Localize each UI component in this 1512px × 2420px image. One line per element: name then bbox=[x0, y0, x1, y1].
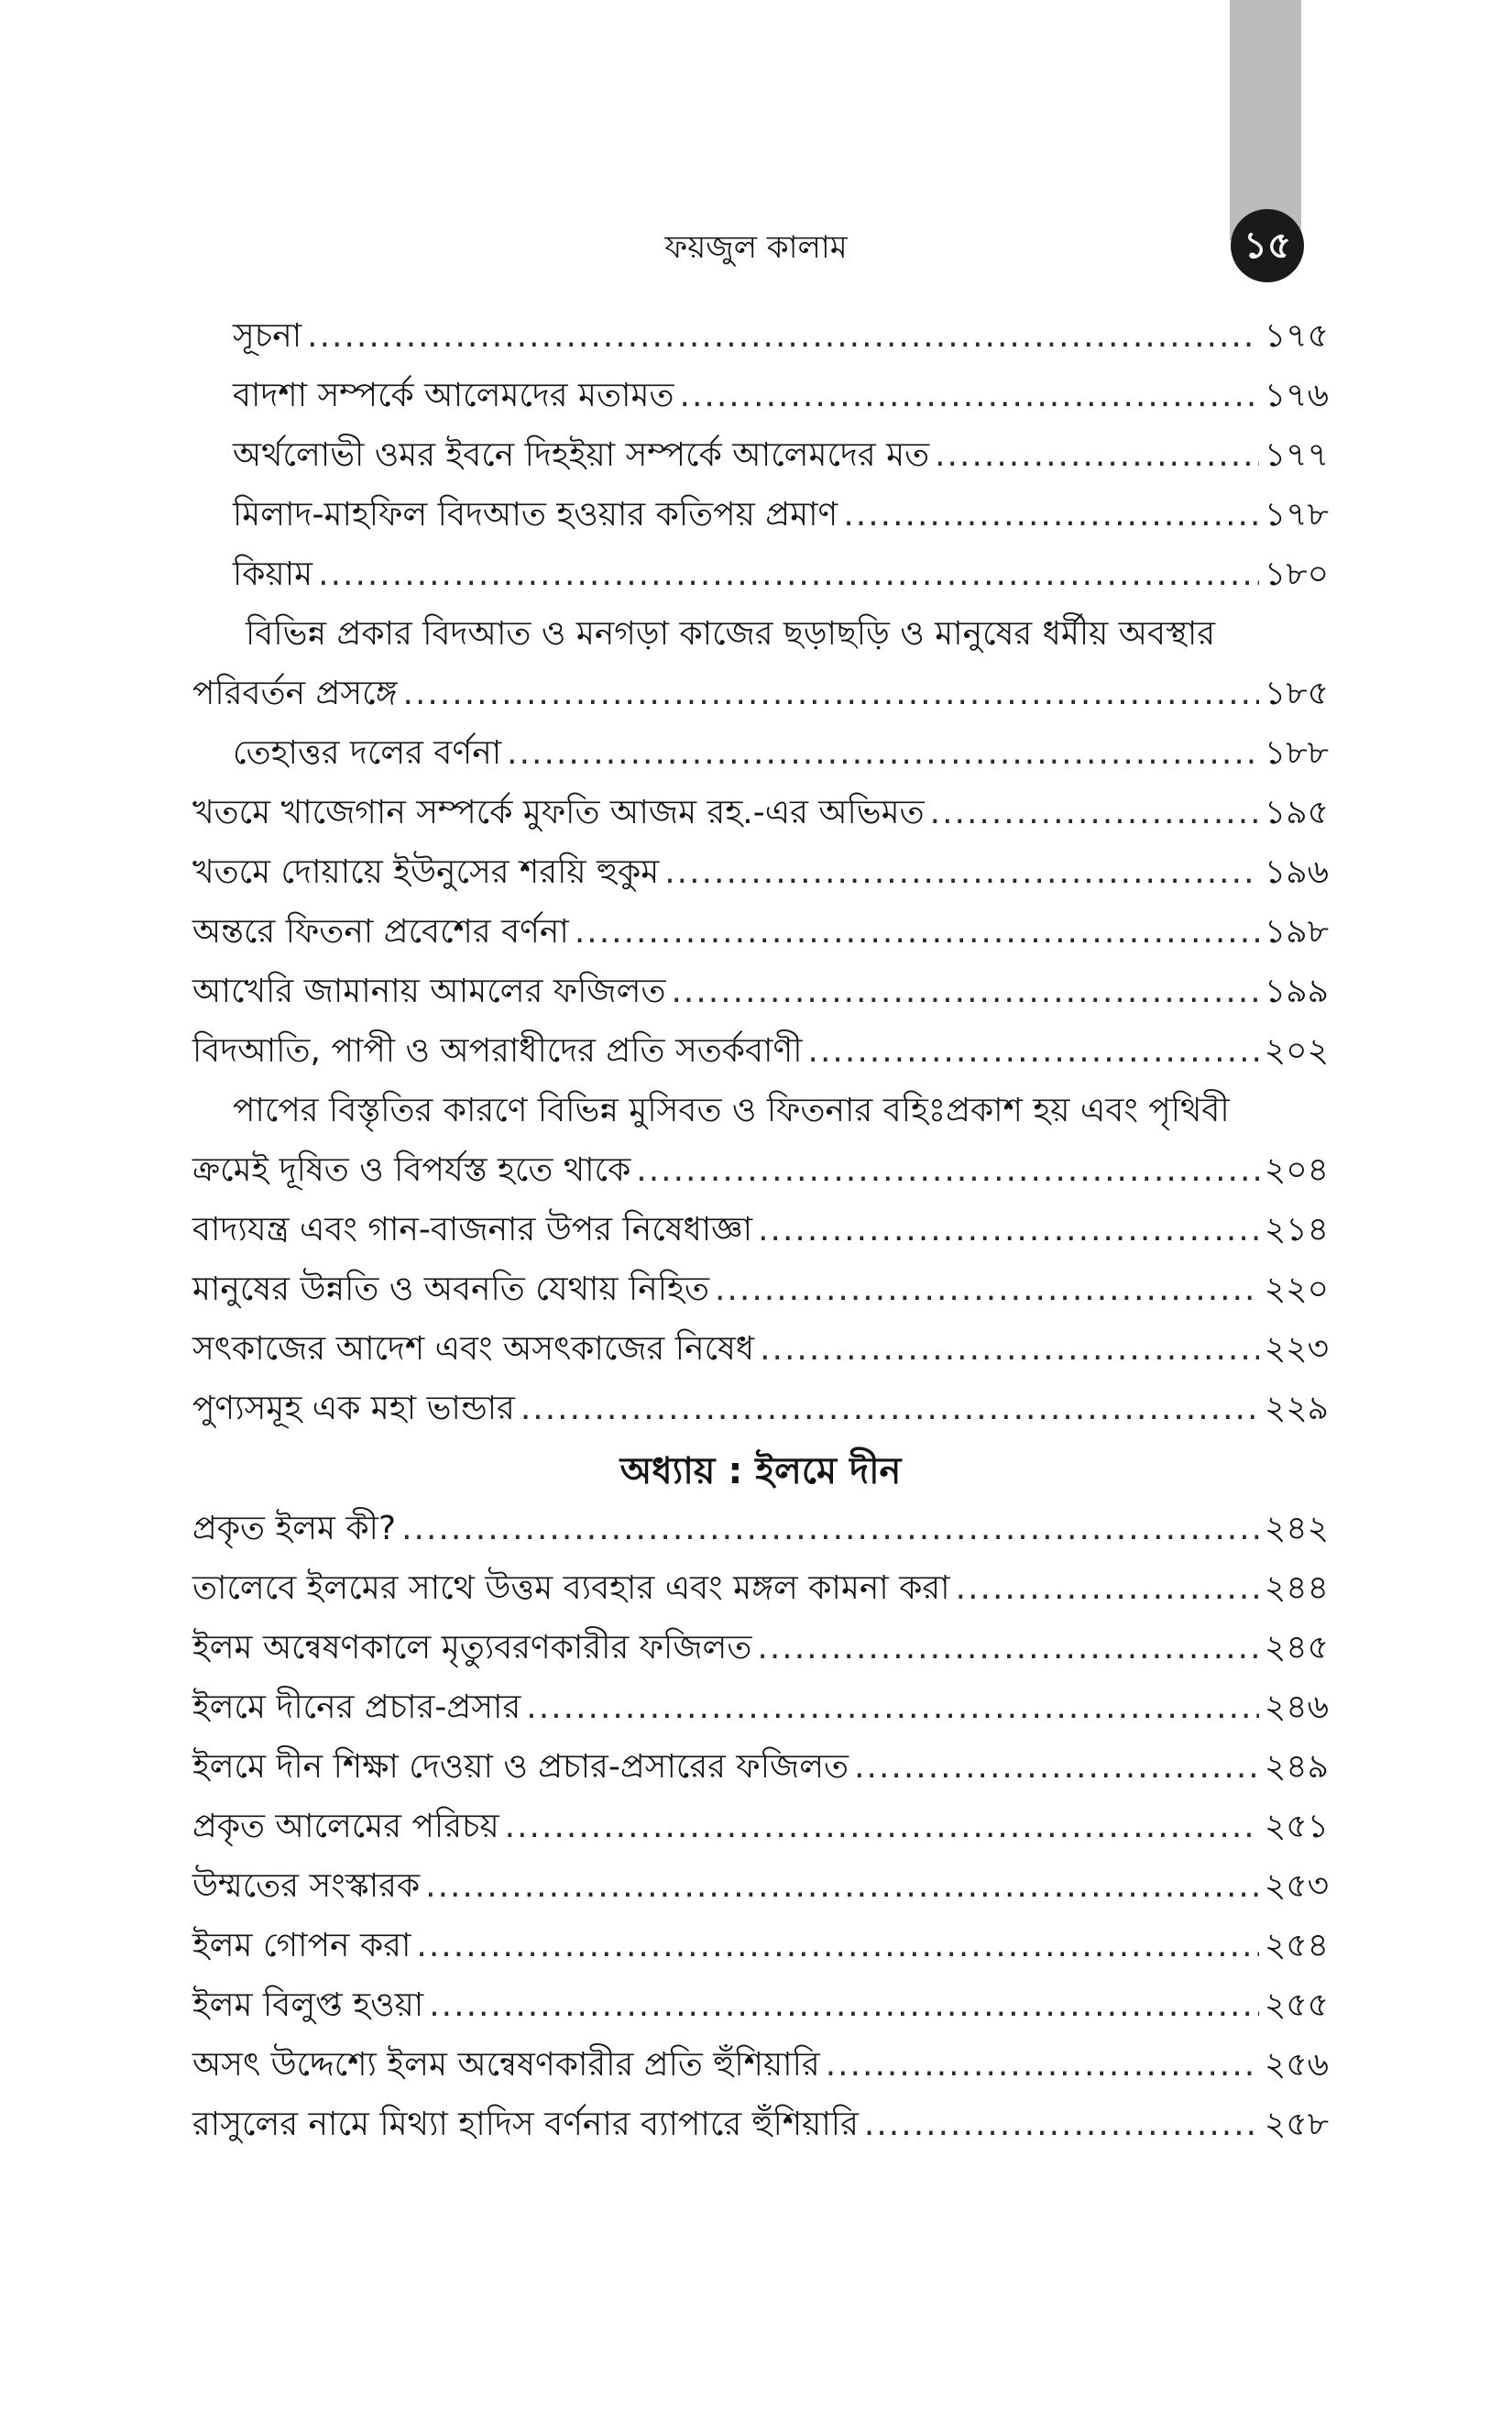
toc-entry bbox=[192, 1031, 1329, 1072]
toc-entry-page: ২৫৮ bbox=[1264, 2106, 1329, 2143]
toc-entry-title: ইলম বিলুপ্ত হওয়া bbox=[192, 1986, 424, 2024]
page-edge-tab bbox=[1230, 0, 1301, 240]
toc-entry-page: ২২৩ bbox=[1264, 1330, 1329, 1368]
toc-entry-page: ১৮৮ bbox=[1264, 734, 1329, 772]
dot-leader bbox=[760, 1329, 1259, 1370]
dot-leader bbox=[757, 1628, 1258, 1668]
toc-entry-title: প্রকৃত আলেমের পরিচয় bbox=[192, 1808, 499, 1845]
toc-entry-title: ইলমে দীন শিক্ষা দেওয়া ও প্রচার-প্রসারের ফজিলত bbox=[192, 1748, 849, 1786]
dot-leader bbox=[425, 1866, 1259, 1907]
dot-leader bbox=[826, 2045, 1259, 2085]
toc-entry bbox=[192, 555, 1329, 595]
dot-leader bbox=[403, 674, 1259, 714]
dot-leader bbox=[956, 1568, 1259, 1609]
toc-entry bbox=[192, 1986, 1329, 2026]
page-number: ১৫ bbox=[1244, 225, 1291, 267]
toc-entry-page: ১৯৮ bbox=[1264, 913, 1329, 951]
toc-entry bbox=[192, 1329, 1329, 1370]
toc-entry bbox=[192, 733, 1329, 774]
toc-entry bbox=[192, 1150, 1329, 1191]
dot-leader bbox=[520, 1389, 1259, 1429]
dot-leader bbox=[318, 555, 1259, 595]
toc-entry bbox=[192, 1628, 1329, 1668]
table-of-contents bbox=[192, 298, 1329, 2164]
dot-leader bbox=[307, 316, 1259, 357]
chapter-heading: অধ্যায় : ইলমে দীন bbox=[619, 1450, 902, 1492]
toc-entry bbox=[192, 1926, 1329, 1966]
toc-entry-page: ১৮০ bbox=[1264, 556, 1329, 593]
dot-leader bbox=[664, 852, 1259, 893]
toc-entry-page: ২৫৬ bbox=[1264, 2046, 1329, 2084]
toc-entry bbox=[192, 972, 1329, 1012]
toc-entry-line1: পাপের বিস্তৃতির কারণে বিভিন্ন মুসিবত ও ফিতনার বহিঃপ্রকাশ হয় এবং পৃথিবী bbox=[233, 1092, 1230, 1129]
toc-entry-page: ২৫৪ bbox=[1264, 1927, 1329, 1964]
toc-entry bbox=[192, 1210, 1329, 1250]
running-title: ফয়জুল কালাম bbox=[664, 229, 848, 266]
toc-entry-title: ইলম গোপন করা bbox=[192, 1927, 411, 1964]
toc-entry bbox=[192, 1807, 1329, 1847]
toc-entry bbox=[192, 912, 1329, 952]
toc-entry-page: ১৭৮ bbox=[1264, 496, 1329, 534]
toc-entry-title: পুণ্যসমূহ এক মহা ভান্ডার bbox=[192, 1390, 515, 1427]
dot-leader bbox=[843, 495, 1259, 535]
toc-entry-title: কিয়াম bbox=[233, 556, 313, 593]
toc-entry-page: ১৮৫ bbox=[1264, 675, 1329, 712]
dot-leader bbox=[507, 733, 1259, 774]
dot-leader bbox=[636, 1150, 1259, 1191]
dot-leader bbox=[680, 376, 1259, 416]
toc-entry bbox=[192, 316, 1329, 357]
toc-entry-title: আখেরি জামানায় আমলের ফজিলত bbox=[192, 973, 666, 1010]
toc-entry bbox=[192, 1568, 1329, 1609]
toc-entry-title: অর্থলোভী ওমর ইবনে দিহইয়া সম্পর্কে আলেমদের মত bbox=[233, 436, 930, 474]
toc-entry-page: ২০২ bbox=[1264, 1032, 1329, 1070]
dot-leader bbox=[401, 1509, 1259, 1549]
toc-entry bbox=[192, 674, 1329, 714]
toc-entry-title: বাদ্যযন্ত্র এবং গান-বাজনার উপর নিষেধাজ্ঞা bbox=[192, 1211, 753, 1248]
toc-entry bbox=[192, 2045, 1329, 2085]
toc-entry-page: ১৭৫ bbox=[1264, 317, 1329, 355]
toc-entry-page: ১৯৫ bbox=[1264, 794, 1329, 831]
toc-entry-title: সৎকাজের আদেশ এবং অসৎকাজের নিষেধ bbox=[192, 1330, 755, 1368]
toc-entry bbox=[192, 495, 1329, 535]
toc-entry-title: অসৎ উদ্দেশ্যে ইলম অন্বেষণকারীর প্রতি হুঁশিয়ারি bbox=[192, 2046, 820, 2084]
dot-leader bbox=[715, 1270, 1259, 1310]
toc-entry bbox=[192, 1509, 1329, 1549]
toc-entry-page: ২২৯ bbox=[1264, 1390, 1329, 1427]
toc-entry bbox=[192, 2105, 1329, 2145]
dot-leader bbox=[575, 912, 1259, 952]
toc-entry-page: ২৪৪ bbox=[1264, 1569, 1329, 1607]
toc-entry bbox=[192, 376, 1329, 416]
dot-leader bbox=[416, 1926, 1258, 1966]
toc-entry-line1: বিভিন্ন প্রকার বিদআত ও মনগড়া কাজের ছড়াছড়ি ও মানুষের ধর্মীয় অবস্থার bbox=[246, 615, 1216, 653]
dot-leader bbox=[526, 1688, 1259, 1728]
toc-entry bbox=[192, 435, 1329, 476]
toc-entry-title: ইলমে দীনের প্রচার-প্রসার bbox=[192, 1688, 521, 1726]
dot-leader bbox=[429, 1986, 1259, 2026]
toc-entry-title: রাসুলের নামে মিথ্যা হাদিস বর্ণনার ব্যাপারে হুঁশিয়ারি bbox=[192, 2106, 859, 2143]
toc-entry-page: ২৫৫ bbox=[1264, 1986, 1329, 2024]
toc-entry-title: পরিবর্তন প্রসঙ্গে bbox=[192, 675, 398, 712]
toc-entry-page: ২৪৯ bbox=[1264, 1748, 1329, 1786]
dot-leader bbox=[808, 1031, 1259, 1072]
toc-entry-page: ২৪২ bbox=[1264, 1510, 1329, 1547]
toc-entry-title: বিদআতি, পাপী ও অপরাধীদের প্রতি সতর্কবাণী bbox=[192, 1032, 803, 1070]
toc-entry-title: ইলম অন্বেষণকালে মৃত্যুবরণকারীর ফজিলত bbox=[192, 1629, 752, 1666]
toc-entry-page: ১৭৭ bbox=[1264, 436, 1329, 474]
toc-entry-title: খতমে খাজেগান সম্পর্কে মুফতি আজম রহ.-এর অভিমত bbox=[192, 794, 925, 831]
toc-entry bbox=[192, 1270, 1329, 1310]
toc-entry-page: ২১৪ bbox=[1264, 1211, 1329, 1248]
toc-entry-title: তালেবে ইলমের সাথে উত্তম ব্যবহার এবং মঙ্গল কামনা করা bbox=[192, 1569, 950, 1607]
toc-entry-page: ১৭৬ bbox=[1264, 377, 1329, 414]
toc-entry-page: ১৯৯ bbox=[1264, 973, 1329, 1010]
toc-entry-title: তেহাত্তর দলের বর্ণনা bbox=[233, 734, 502, 772]
dot-leader bbox=[505, 1807, 1259, 1847]
toc-entry-title: সূচনা bbox=[233, 317, 302, 355]
toc-entry-page: ২৫৩ bbox=[1264, 1867, 1329, 1905]
toc-entry-page: ২৪৫ bbox=[1264, 1629, 1329, 1666]
toc-entry-title: অন্তরে ফিতনা প্রবেশের বর্ণনা bbox=[192, 913, 569, 951]
toc-entry-page: ১৯৬ bbox=[1264, 853, 1329, 891]
toc-entry-title: উম্মতের সংস্কারক bbox=[192, 1867, 421, 1905]
toc-entry bbox=[192, 1866, 1329, 1907]
toc-entry bbox=[192, 852, 1329, 893]
toc-entry-title: মিলাদ-মাহফিল বিদআত হওয়ার কতিপয় প্রমাণ bbox=[233, 496, 838, 534]
toc-entry-page: ২২০ bbox=[1264, 1270, 1329, 1308]
dot-leader bbox=[935, 435, 1259, 476]
toc-entry bbox=[192, 793, 1329, 833]
toc-entry-title: প্রকৃত ইলম কী? bbox=[192, 1510, 397, 1547]
toc-entry-title: বাদশা সম্পর্কে আলেমদের মতামত bbox=[233, 377, 674, 414]
toc-entry-title: খতমে দোয়ায়ে ইউনুসের শরয়ি হুকুম bbox=[192, 853, 660, 891]
dot-leader bbox=[758, 1210, 1259, 1250]
toc-entry-title: মানুষের উন্নতি ও অবনতি যেথায় নিহিত bbox=[192, 1270, 709, 1308]
toc-entry-page: ২০৪ bbox=[1264, 1151, 1329, 1189]
toc-entry-title: ক্রমেই দূষিত ও বিপর্যস্ত হতে থাকে bbox=[192, 1151, 631, 1189]
dot-leader bbox=[864, 2105, 1259, 2145]
toc-entry-page: ২৫১ bbox=[1264, 1808, 1329, 1845]
toc-entry bbox=[192, 1688, 1329, 1728]
toc-entry bbox=[192, 1389, 1329, 1429]
dot-leader bbox=[854, 1747, 1259, 1788]
dot-leader bbox=[671, 972, 1258, 1012]
toc-entry-page: ২৪৬ bbox=[1264, 1688, 1329, 1726]
toc-entry bbox=[192, 1747, 1329, 1788]
dot-leader bbox=[930, 793, 1259, 833]
